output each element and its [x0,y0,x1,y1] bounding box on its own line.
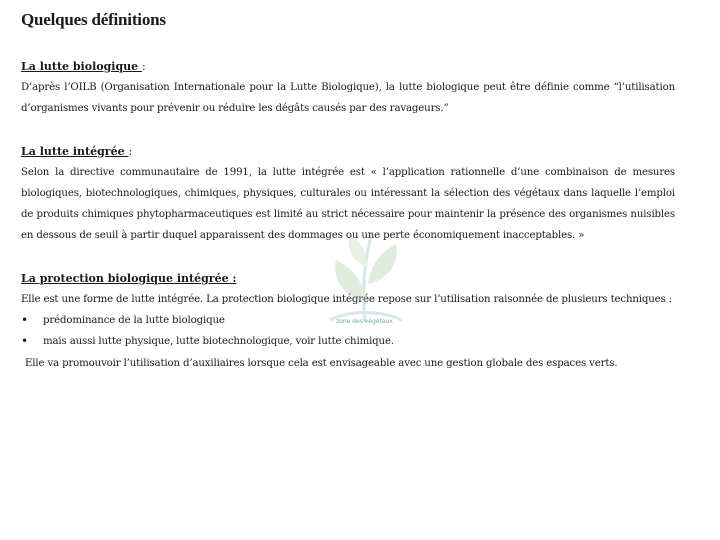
watermark-text: zone des végétaux [336,318,393,325]
page-title: Quelques définitions [21,10,166,29]
section-paragraph: D’après l’OILB (Organisation Internationale pour la Lutte Biologique), la lutte biologique peut être définie comme “l’utilisation d’organismes vivants pour prévenir ou réduire les dégâts causés par des ravageurs.” [21,82,675,115]
bullet-icon: • [21,313,28,328]
section-paragraph: Selon la directive communautaire de 1991, la lutte intégrée est « l’application rationnelle d’une combinaison de mesures biologiques, biotechnologiques, chimiques, physiques, culturales ou intéressant la sélection des végétaux dans laquelle l’emploi de produits chimiques phytopharmaceutiques est limité au strict nécessaire pour maintenir la présence des organismes nuisibles en dessous de seuil à partir duquel apparaissent des dommages ou une perte économiquement inacceptables. » [21,166,675,242]
bullet-icon: • [21,334,28,349]
section-heading: La lutte biologique : [21,60,146,73]
list-item: • prédominance de la lutte biologique [21,310,675,331]
section-lutte-biologique [21,56,675,120]
leaf-logo-icon [322,222,408,332]
section-heading: La protection biologique intégrée : [21,271,237,285]
section-paragraph: Elle est une forme de lutte intégrée. La protection biologique intégrée repose sur l’utilisation raisonnée de plusieurs techniques : [21,293,673,305]
closing-paragraph: Elle va promouvoir l’utilisation d’auxiliaires lorsque cela est envisageable avec une gestion globale des espaces verts. [25,357,618,369]
list-item: • mais aussi lutte physique, lutte biotechnologique, voir lutte chimique. [21,331,675,352]
section-heading: La lutte intégrée : [21,144,133,158]
